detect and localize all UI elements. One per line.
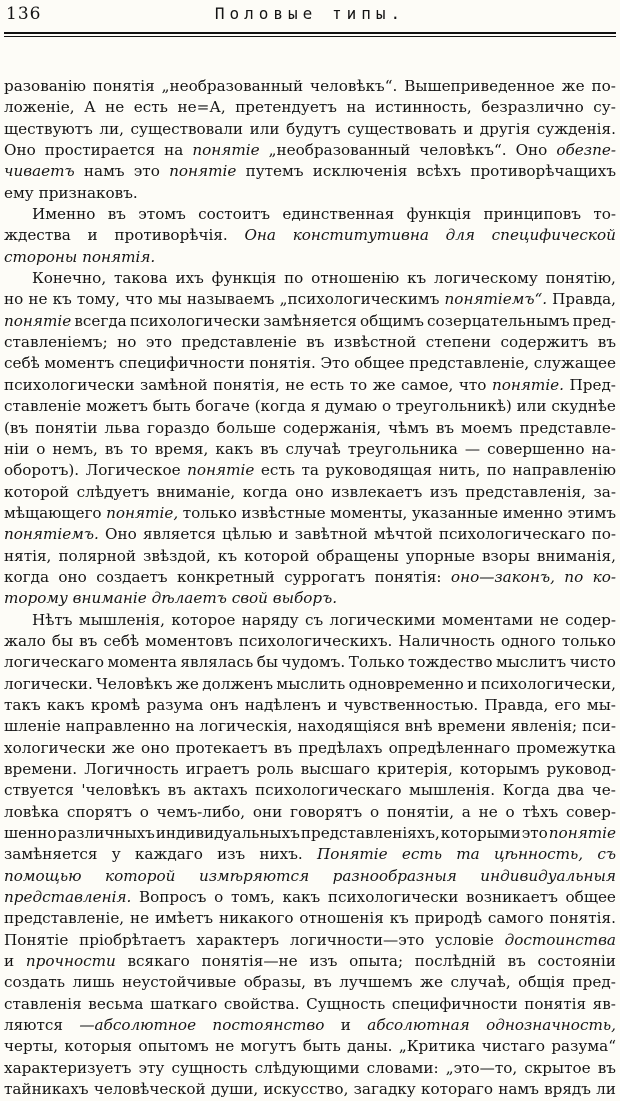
header-rule-thick xyxy=(4,32,616,34)
text-line: характеризуетъ эту сущность слѣдующими словами: „это—то, скрытое въ xyxy=(4,1058,616,1077)
text-line: чиваетъ намъ это понятіе путемъ исключенія всѣхъ противорѣчащихъ xyxy=(4,162,616,181)
text-line: оборотъ). Логическое понятіе есть та руководящая нить, по направленію xyxy=(4,461,616,480)
text-line: (въ понятіи льва гораздо больше содержанія, чѣмъ въ моемъ представле- xyxy=(4,418,616,437)
page-header xyxy=(6,4,614,30)
text-line: ствуется 'человѣкъ въ актахъ психологическаго мышленія. Когда два че- xyxy=(4,781,616,800)
text-line: понятіе всегда психологически замѣняется общимъ созерцательнымъ пред- xyxy=(4,311,616,330)
text-line: стороны понятія. xyxy=(4,247,156,266)
running-title: Половые типы. xyxy=(214,4,406,23)
text-line: черты, которыя опытомъ не могутъ быть даны. „Критика чистаго разума“ xyxy=(4,1037,616,1056)
text-line: ніи о немъ, въ то время, какъ въ случаѣ треугольника — совершенно на- xyxy=(4,439,616,458)
text-line: такъ какъ кромѣ разума онъ надѣленъ и чувственностью. Правда, его мы- xyxy=(4,695,616,714)
text-line: ему признаковъ. xyxy=(4,183,138,202)
text-line: представленіе, не имѣетъ никакого отношенія къ природѣ самого понятія. xyxy=(4,909,616,928)
text-line: ловѣка спорятъ о чемъ-либо, они говорятъ о понятіи, а не о тѣхъ совер- xyxy=(4,802,616,821)
text-line: тайникахъ человѣческой души, искусство, загадку котораго намъ врядъ ли xyxy=(4,1080,616,1099)
text-line: ставленія весьма шаткаго свойства. Сущность специфичности понятія яв- xyxy=(4,994,616,1013)
text-line: представленія. Вопросъ о томъ, какъ психологически возникаетъ общее xyxy=(4,888,616,907)
text-line: разованію понятія „необразованный человѣкъ“. Вышеприведенное же по- xyxy=(4,77,616,95)
text-line: Оно простирается на понятіе „необразованный человѣкъ“. Оно обезпе- xyxy=(4,141,616,160)
text-line: понятіемъ. Оно является цѣлью и завѣтной мѣчтой психологическаго по- xyxy=(4,525,616,544)
text-line: когда оно создаетъ конкретный суррогатъ понятія: оно—законъ, по ко- xyxy=(4,567,616,586)
text-line: ляются —абсолютное постоянство и абсолютная однозначность, xyxy=(4,1016,616,1035)
text-line: Нѣтъ мышленія, которое наряду съ логическими моментами не содер- xyxy=(32,610,616,629)
header-rule-thin xyxy=(4,36,616,37)
text-line: Именно въ этомъ состоитъ единственная функція принциповъ то- xyxy=(32,205,616,224)
text-line: помощью которой измѣряются разнообразныя индивидуальныя xyxy=(4,866,616,885)
text-line: Понятіе пріобрѣтаетъ характеръ логичности—это условіе достоинства xyxy=(4,930,616,949)
page-number: 136 xyxy=(6,4,42,24)
text-line: которой слѣдуетъ вниманіе, когда оно извлекаетъ изъ представленія, за- xyxy=(4,482,616,501)
body-text xyxy=(4,76,616,1101)
text-line: мѣщающего понятіе, только извѣстные моменты, указанные именно этимъ xyxy=(4,503,616,522)
text-line: Конечно, такова ихъ функція по отношенію къ логическому понятію, xyxy=(32,269,616,288)
text-line: себѣ моментъ специфичности понятія. Это общее представленіе, служащее xyxy=(4,354,616,373)
text-line: времени. Логичность играетъ роль высшаго критерія, которымъ руковод- xyxy=(4,760,616,778)
text-line: жало бы въ себѣ моментовъ психологическихъ. Наличность одного только xyxy=(4,631,616,650)
text-line: логически. Человѣкъ же долженъ мыслить одновременно и психологически, xyxy=(4,674,616,693)
text-line: создать лишь неустойчивые образы, въ лучшемъ же случаѣ, общія пред- xyxy=(4,973,616,992)
text-line: ставленіемъ; но это представленіе въ извѣстной степени содержитъ въ xyxy=(4,333,616,352)
text-line: нятія, полярной звѣздой, къ которой обращены упорные взоры вниманія, xyxy=(4,546,616,565)
text-line: торому вниманіе дѣлаетъ свой выборъ. xyxy=(4,589,338,608)
text-line: логическаго момента являлась бы чудомъ. Только тождество мыслитъ чисто xyxy=(4,653,616,672)
text-line: психологически замѣной понятія, не есть то же самое, что понятіе. Пред- xyxy=(4,375,616,394)
text-line: ложеніе, А не есть не=А, претендуетъ на истинность, безразлично су- xyxy=(4,98,616,117)
text-line: ждества и противорѣчія. Она конститутивна для специфической xyxy=(4,226,616,245)
text-line: хологически же оно протекаетъ въ предѣлахъ опредѣленнаго промежутка xyxy=(4,738,616,757)
text-line: шленіе направленно на логическія, находящіяся внѣ времени явленія; пси- xyxy=(4,717,616,736)
text-line: замѣняется у каждаго изъ нихъ. Понятіе есть та цѣнность, съ xyxy=(4,845,616,864)
text-line: ставленіе можетъ быть богаче (когда я думаю о треугольникѣ) или скуднѣе xyxy=(4,397,616,416)
text-line: и прочности всякаго понятія—не изъ опыта; послѣдній въ состояніи xyxy=(4,952,616,971)
text-line: ществуютъ ли, существовали или будутъ существовать и другія сужденія. xyxy=(4,119,616,138)
text-line: но не къ тому, что мы называемъ „психологическимъ понятіемъ“. Правда, xyxy=(4,290,616,309)
text-line: шенно различныхъ индивидуальныхъ представленіяхъ, которыми это понятіе xyxy=(4,824,616,843)
